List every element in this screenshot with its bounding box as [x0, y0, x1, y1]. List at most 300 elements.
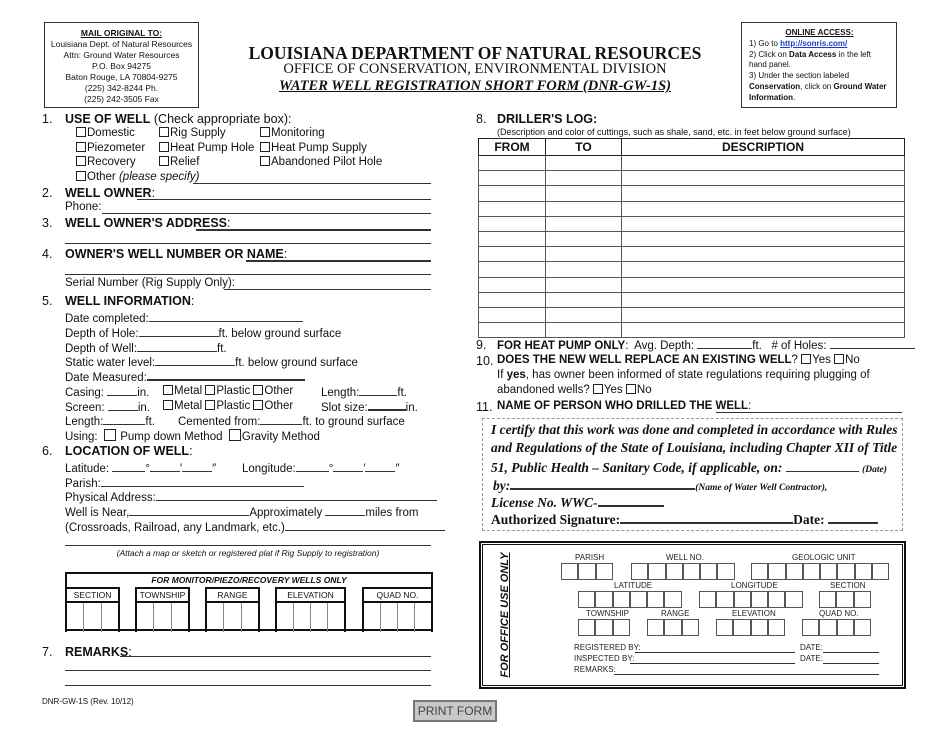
well-near-field[interactable]	[129, 505, 249, 516]
screen-plastic-checkbox[interactable]	[205, 400, 215, 410]
office-digit-box[interactable]	[751, 563, 768, 580]
gravity-checkbox[interactable]	[229, 429, 241, 441]
office-label: LATITUDE	[614, 581, 653, 590]
office-digit-box[interactable]	[561, 563, 578, 580]
unit-label: ft.	[397, 387, 407, 399]
colon: :	[227, 216, 231, 230]
col-from: FROM	[479, 139, 546, 156]
office-digit-box[interactable]	[751, 619, 768, 636]
option-label: Other	[264, 400, 294, 412]
slot-size-field[interactable]	[368, 400, 406, 411]
section-title: WELL OWNER'S ADDRESS	[65, 216, 228, 230]
colon: :	[189, 444, 193, 458]
online-step: in the left hand panel.	[749, 49, 871, 70]
colon: :	[283, 247, 288, 261]
signature-field[interactable]	[620, 510, 793, 524]
field-label: Parish:	[65, 478, 101, 490]
office-use-label: FOR OFFICE USE ONLY	[499, 552, 511, 678]
log-cell-to[interactable]	[546, 186, 622, 201]
monitor-range-group[interactable]	[205, 587, 260, 632]
field-label: Static water level:	[65, 357, 156, 369]
field-label: Longitude:	[242, 463, 296, 475]
cert-text: by:	[493, 478, 511, 493]
screen-diameter-field[interactable]	[108, 400, 138, 411]
log-row	[479, 186, 905, 201]
colon: :	[151, 186, 156, 200]
latitude-degrees-field[interactable]	[112, 461, 145, 472]
online-step: .	[793, 92, 796, 102]
contractor-name-field[interactable]	[510, 476, 695, 490]
online-step: , click on	[800, 81, 834, 91]
option-label: Abandoned Pilot Hole	[271, 156, 383, 168]
section-title: OWNER'S WELL NUMBER OR NAME	[65, 247, 284, 261]
office-digit-box[interactable]	[768, 619, 785, 636]
serial-label: Serial Number (Rig Supply Only):	[65, 277, 236, 289]
field-label: Length:	[65, 416, 104, 428]
office-quad-boxes[interactable]	[802, 619, 871, 636]
unit-label: in.	[405, 402, 418, 414]
monitor-section-group[interactable]	[65, 587, 120, 632]
office-digit-box[interactable]	[578, 591, 595, 608]
log-cell-from[interactable]	[479, 323, 546, 338]
remarks-field[interactable]	[120, 656, 431, 657]
office-range-boxes[interactable]	[647, 619, 699, 636]
field-label: Length:	[321, 387, 360, 399]
log-cell-from[interactable]	[479, 171, 546, 186]
office-digit-box[interactable]	[854, 619, 871, 636]
signature-date-field[interactable]	[828, 510, 878, 524]
office-digit-box[interactable]	[595, 591, 612, 608]
casing-diameter-field[interactable]	[107, 385, 137, 396]
office-label: DATE:	[800, 643, 823, 652]
option-label: Plastic	[216, 400, 251, 412]
checkbox-rig-supply[interactable]	[159, 127, 226, 139]
option-label: Heat Pump Hole	[170, 142, 255, 154]
office-digit-box[interactable]	[578, 563, 595, 580]
office-digit-box[interactable]	[595, 619, 612, 636]
office-digit-box[interactable]	[751, 591, 768, 608]
office-digit-box[interactable]	[613, 619, 630, 636]
col-label: RANGE	[207, 589, 258, 603]
office-label: ELEVATION	[732, 609, 776, 618]
log-cell-description[interactable]	[622, 171, 905, 186]
cert-hint: (Name of Water Well Contractor),	[695, 483, 828, 493]
date-measured-field[interactable]	[147, 370, 305, 381]
office-label: QUAD NO.	[819, 609, 859, 618]
section-title: FOR HEAT PUMP ONLY	[497, 340, 626, 352]
office-digit-box[interactable]	[803, 563, 820, 580]
office-digit-box[interactable]	[733, 619, 750, 636]
owner-well-number-field[interactable]	[246, 260, 431, 262]
office-digit-box[interactable]	[819, 591, 836, 608]
field-label: Date Measured:	[65, 372, 147, 384]
checkbox-other[interactable]	[76, 171, 86, 181]
unit-label: in.	[137, 387, 150, 399]
replace-no-checkbox[interactable]	[834, 354, 844, 364]
office-digit-box[interactable]	[785, 591, 802, 608]
log-cell-description[interactable]	[622, 277, 905, 292]
question-mark: ?	[791, 354, 798, 366]
longitude-degrees-field[interactable]	[296, 461, 329, 472]
log-cell-description[interactable]	[622, 323, 905, 338]
log-row	[479, 277, 905, 292]
field-label: Date completed:	[65, 313, 149, 325]
latitude-seconds-field[interactable]	[182, 461, 212, 472]
office-digit-box[interactable]	[647, 591, 664, 608]
longitude-minutes-field[interactable]	[333, 461, 363, 472]
office-digit-box[interactable]	[682, 619, 699, 636]
unit-label: ′	[363, 463, 366, 475]
address-field-2[interactable]	[65, 243, 431, 244]
office-label: PARISH	[575, 553, 605, 562]
log-cell-to[interactable]	[546, 323, 622, 338]
longitude-seconds-field[interactable]	[365, 461, 395, 472]
option-label: Gravity Method	[241, 431, 320, 443]
casing-length-field[interactable]	[359, 385, 397, 396]
item-number: 9.	[476, 338, 487, 352]
checkbox-heat-pump-supply[interactable]	[260, 142, 367, 154]
log-cell-from[interactable]	[479, 307, 546, 322]
office-longitude-boxes[interactable]	[699, 591, 803, 608]
office-label: WELL NO.	[666, 553, 704, 562]
log-cell-to[interactable]	[546, 156, 622, 171]
office-digit-box[interactable]	[855, 563, 872, 580]
number-of-holes-field[interactable]	[830, 338, 915, 349]
checkbox-domestic[interactable]	[76, 127, 135, 139]
office-section-boxes[interactable]	[819, 591, 871, 608]
option-label: Metal	[174, 400, 203, 412]
attach-note: (Attach a map or sketch or registered plat if Rig Supply to registration)	[116, 548, 380, 558]
office-digit-box[interactable]	[578, 619, 595, 636]
section-title: USE OF WELL	[65, 112, 151, 126]
log-cell-description[interactable]	[622, 156, 905, 171]
online-heading: ONLINE ACCESS:	[785, 28, 854, 37]
checkbox-piezometer[interactable]	[76, 142, 145, 154]
office-digit-box[interactable]	[786, 563, 803, 580]
screen-other-checkbox[interactable]	[253, 400, 263, 410]
office-remarks-field[interactable]	[614, 674, 879, 675]
log-cell-to[interactable]	[546, 262, 622, 277]
log-cell-to[interactable]	[546, 247, 622, 262]
informed-yes-checkbox[interactable]	[593, 384, 603, 394]
other-specify-field[interactable]	[193, 183, 431, 184]
text: If	[497, 369, 507, 381]
office-digit-box[interactable]	[700, 563, 717, 580]
replace-yes-checkbox[interactable]	[801, 354, 811, 364]
log-row	[479, 156, 905, 171]
office-digit-box[interactable]	[596, 563, 613, 580]
remarks-field-2[interactable]	[65, 670, 431, 671]
unit-label: °	[145, 463, 150, 475]
log-cell-to[interactable]	[546, 292, 622, 307]
office-elevation-boxes[interactable]	[716, 619, 785, 636]
log-cell-to[interactable]	[546, 277, 622, 292]
section-title: DOES THE NEW WELL REPLACE AN EXISTING WELL	[497, 354, 792, 366]
office-digit-box[interactable]	[664, 619, 681, 636]
log-cell-to[interactable]	[546, 231, 622, 246]
depth-of-hole-field[interactable]	[139, 326, 219, 337]
log-cell-from[interactable]	[479, 231, 546, 246]
phone-field[interactable]	[102, 213, 431, 214]
field-label: Slot size:	[321, 402, 368, 414]
office-label: INSPECTED BY:	[574, 654, 635, 663]
office-digit-box[interactable]	[630, 591, 647, 608]
log-cell-description[interactable]	[622, 307, 905, 322]
office-use-box	[480, 542, 905, 688]
mail-line: Baton Rouge, LA 70804-9275	[65, 72, 178, 82]
log-cell-from[interactable]	[479, 262, 546, 277]
office-well-no-boxes[interactable]	[631, 563, 735, 580]
driller-name-field[interactable]	[716, 412, 902, 413]
inspected-by-field[interactable]	[630, 663, 795, 664]
miles-field[interactable]	[325, 505, 365, 516]
inspected-date-field[interactable]	[823, 663, 879, 664]
office-township-boxes[interactable]	[578, 619, 630, 636]
item-number: 3.	[42, 216, 53, 230]
office-label: TOWNSHIP	[586, 609, 629, 618]
address-field[interactable]	[196, 229, 431, 231]
log-cell-from[interactable]	[479, 292, 546, 307]
office-digit-box[interactable]	[717, 563, 734, 580]
office-label: DATE:	[800, 654, 823, 663]
log-row	[479, 247, 905, 262]
drillers-log-description: (Description and color of cuttings, such as shale, sand, etc. in feet below ground surface)	[497, 127, 851, 137]
form-revision: DNR-GW-1S (Rev. 10/12)	[42, 697, 134, 706]
log-row	[479, 307, 905, 322]
mail-line: Louisiana Dept. of Natural Resources	[50, 39, 193, 49]
office-digit-box[interactable]	[613, 591, 630, 608]
checkbox-abandoned-pilot-hole[interactable]	[260, 156, 382, 168]
item-number: 1.	[42, 112, 53, 126]
office-digit-box[interactable]	[683, 563, 700, 580]
field-label: Cemented from:	[178, 416, 261, 428]
log-cell-description[interactable]	[622, 231, 905, 246]
unit-label: ″	[212, 463, 217, 475]
well-owner-field[interactable]	[137, 199, 431, 200]
log-cell-to[interactable]	[546, 307, 622, 322]
office-digit-box[interactable]	[631, 563, 648, 580]
log-cell-from[interactable]	[479, 156, 546, 171]
screen-metal-checkbox[interactable]	[163, 400, 173, 410]
page-title: LOUISIANA DEPARTMENT OF NATURAL RESOURCES	[248, 43, 702, 63]
col-to: TO	[546, 139, 622, 156]
unit-label: ′	[179, 463, 183, 475]
log-cell-from[interactable]	[479, 216, 546, 231]
latitude-minutes-field[interactable]	[150, 461, 180, 472]
section-title: DRILLER'S LOG:	[497, 112, 598, 126]
log-cell-from[interactable]	[479, 201, 546, 216]
monitor-township-group[interactable]	[135, 587, 190, 632]
option-label: Metal	[174, 385, 203, 397]
item-number: 11.	[476, 400, 493, 414]
monitor-elevation-group[interactable]	[275, 587, 346, 632]
landmark-field-2[interactable]	[65, 545, 431, 546]
office-digit-box[interactable]	[664, 591, 681, 608]
col-label: TOWNSHIP	[137, 589, 188, 603]
log-cell-to[interactable]	[546, 216, 622, 231]
checkbox-monitoring[interactable]	[260, 127, 325, 139]
office-latitude-boxes[interactable]	[578, 591, 682, 608]
registered-date-field[interactable]	[823, 652, 879, 653]
col-label: ELEVATION	[277, 589, 344, 603]
office-digit-box[interactable]	[648, 563, 665, 580]
cert-hint: (Date)	[862, 465, 887, 475]
informed-no-checkbox[interactable]	[626, 384, 636, 394]
remarks-field-3[interactable]	[65, 685, 431, 686]
colon: :	[625, 340, 629, 352]
office-label: RANGE	[661, 609, 690, 618]
field-label: Approximately	[249, 507, 323, 519]
casing-plastic-checkbox[interactable]	[205, 385, 215, 395]
option-label: Yes	[812, 354, 831, 366]
license-number-field[interactable]	[598, 493, 664, 507]
option-label: No	[636, 384, 652, 396]
print-form-button[interactable]: PRINT FORM	[413, 700, 497, 722]
unit-label: ft.	[145, 416, 155, 428]
log-cell-from[interactable]	[479, 277, 546, 292]
monitor-wells-table	[65, 572, 433, 631]
cert-text: Date:	[793, 512, 825, 527]
option-label: Rig Supply	[170, 127, 226, 139]
casing-metal-checkbox[interactable]	[163, 385, 173, 395]
registered-by-field[interactable]	[635, 652, 795, 653]
cert-text: License No. WWC-	[491, 495, 598, 510]
office-digit-box[interactable]	[716, 619, 733, 636]
screen-length-field[interactable]	[103, 414, 145, 425]
log-cell-to[interactable]	[546, 171, 622, 186]
text: , has owner been informed of state regulations requiring plugging of	[525, 369, 870, 381]
section-title: LOCATION OF WELL	[65, 444, 190, 458]
section-title: WELL INFORMATION	[65, 294, 191, 308]
pump-down-checkbox[interactable]	[104, 429, 116, 441]
item-number: 8.	[476, 112, 487, 126]
office-digit-box[interactable]	[666, 563, 683, 580]
log-cell-description[interactable]	[622, 292, 905, 307]
field-label: Depth of Hole:	[65, 328, 139, 340]
owner-well-number-field-2[interactable]	[65, 274, 431, 275]
monitor-quad-group[interactable]	[362, 587, 433, 632]
field-label: # of Holes:	[761, 340, 830, 352]
section-title: WELL OWNER	[65, 186, 152, 200]
option-label: Yes	[603, 384, 623, 396]
casing-other-checkbox[interactable]	[253, 385, 263, 395]
office-digit-box[interactable]	[837, 563, 854, 580]
cert-text: I certify that this work was done and completed in accordance with Rules	[491, 422, 898, 437]
office-digit-box[interactable]	[837, 619, 854, 636]
log-cell-description[interactable]	[622, 201, 905, 216]
item-number: 10.	[476, 354, 494, 368]
office-digit-box[interactable]	[836, 591, 853, 608]
option-label: No	[845, 354, 860, 366]
parish-field[interactable]	[101, 476, 304, 487]
field-label: Depth of Well:	[65, 343, 138, 355]
depth-of-well-field[interactable]	[137, 341, 217, 352]
online-step: 3) Under the section labeled	[749, 71, 850, 81]
office-label: REMARKS:	[574, 665, 616, 674]
log-row	[479, 216, 905, 231]
office-digit-box[interactable]	[768, 563, 785, 580]
office-geologic-boxes[interactable]	[751, 563, 889, 580]
field-label: Casing:	[65, 387, 104, 399]
log-cell-description[interactable]	[622, 262, 905, 277]
col-description: DESCRIPTION	[622, 139, 905, 156]
office-digit-box[interactable]	[820, 563, 837, 580]
avg-depth-field[interactable]	[697, 338, 752, 349]
option-label: Piezometer	[87, 142, 146, 154]
log-cell-description[interactable]	[622, 216, 905, 231]
option-label: Other	[264, 385, 294, 397]
option-label: Domestic	[87, 127, 135, 139]
online-step: 1) Go to	[749, 38, 781, 48]
log-cell-from[interactable]	[479, 186, 546, 201]
option-label: Heat Pump Supply	[271, 142, 367, 154]
form-title: WATER WELL REGISTRATION SHORT FORM (DNR-GW-1S)	[279, 78, 671, 94]
online-step: Ground Water Information	[749, 81, 887, 102]
serial-number-field[interactable]	[224, 289, 431, 290]
log-row	[479, 171, 905, 186]
mail-line: (225) 242-3505 Fax	[84, 94, 159, 104]
checkbox-recovery[interactable]	[76, 156, 136, 168]
col-label: SECTION	[67, 589, 118, 603]
option-label: Other	[87, 171, 119, 183]
item-number: 5.	[42, 294, 53, 308]
checkbox-relief[interactable]	[159, 156, 199, 168]
office-digit-box[interactable]	[716, 591, 733, 608]
section-title: NAME OF PERSON WHO DRILLED THE WELL	[497, 400, 749, 412]
log-cell-description[interactable]	[622, 186, 905, 201]
office-digit-box[interactable]	[734, 591, 751, 608]
unit-label: ft. below ground surface	[218, 328, 342, 340]
cert-date-field[interactable]	[786, 458, 859, 472]
office-digit-box[interactable]	[819, 619, 836, 636]
log-row	[479, 323, 905, 338]
landmark-field[interactable]	[285, 520, 445, 531]
log-cell-to[interactable]	[546, 201, 622, 216]
online-access-box	[741, 22, 897, 108]
field-label: Screen:	[65, 402, 105, 414]
log-cell-from[interactable]	[479, 247, 546, 262]
option-label: Recovery	[87, 156, 136, 168]
field-label: Well is Near,	[65, 507, 130, 519]
item-number: 7.	[42, 645, 53, 659]
log-row	[479, 292, 905, 307]
checkbox-heat-pump-hole[interactable]	[159, 142, 254, 154]
cert-text: Authorized Signature:	[491, 512, 621, 527]
office-digit-box[interactable]	[768, 591, 785, 608]
office-digit-box[interactable]	[647, 619, 664, 636]
office-digit-box[interactable]	[872, 563, 889, 580]
drillers-log-table	[478, 138, 905, 338]
option-label: Relief	[170, 156, 200, 168]
physical-address-field[interactable]	[156, 490, 437, 501]
unit-label: ft.	[752, 340, 762, 352]
sonris-link[interactable]: http://sonris.com/	[780, 38, 848, 48]
office-digit-box[interactable]	[699, 591, 716, 608]
field-label: Physical Address:	[65, 492, 156, 504]
date-completed-field[interactable]	[149, 311, 303, 322]
log-cell-description[interactable]	[622, 247, 905, 262]
static-water-level-field[interactable]	[155, 355, 235, 366]
cemented-from-field[interactable]	[260, 414, 302, 425]
unit-label: ″	[395, 463, 400, 475]
text: yes	[506, 369, 526, 381]
online-step: Data Access	[789, 49, 837, 59]
monitor-table-title: FOR MONITOR/PIEZO/RECOVERY WELLS ONLY	[151, 575, 347, 585]
office-digit-box[interactable]	[802, 619, 819, 636]
colon: :	[748, 400, 752, 412]
office-parish-boxes[interactable]	[561, 563, 613, 580]
office-digit-box[interactable]	[854, 591, 871, 608]
